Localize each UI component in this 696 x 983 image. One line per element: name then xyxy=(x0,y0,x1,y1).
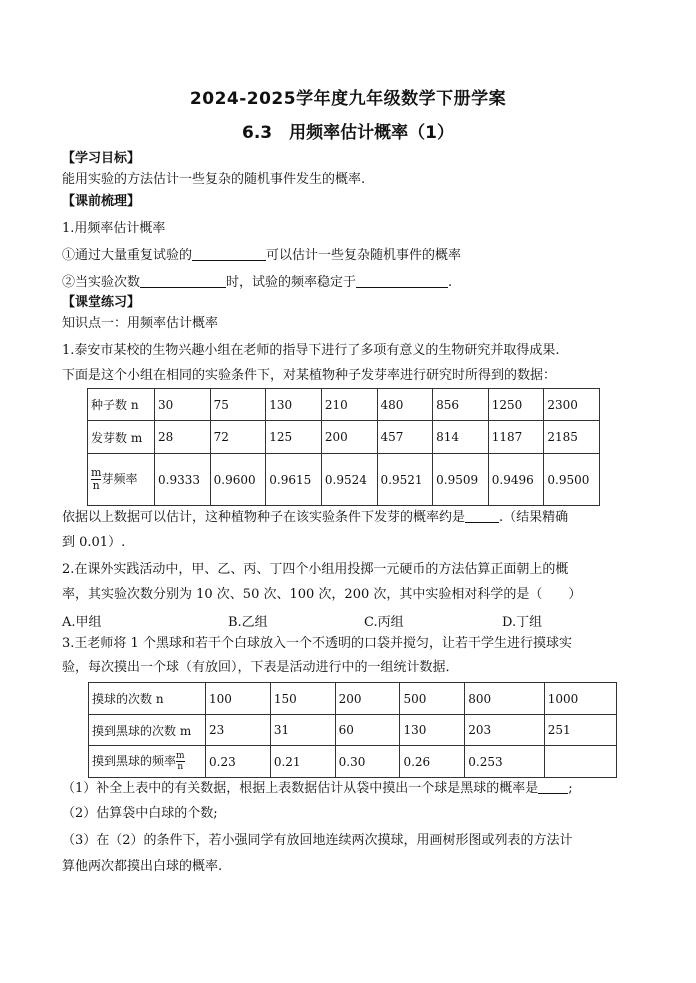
answer-blank[interactable] xyxy=(465,510,499,523)
question-1-line-2: 下面是这个小组在相同的实验条件下，对某植物种子发芽率进行研究时所得到的数据： xyxy=(62,368,557,383)
table-cell: 0.9600 xyxy=(210,454,266,506)
answer-blank[interactable] xyxy=(538,781,568,794)
table-row xyxy=(89,715,617,746)
question-2-line-2: 率，其实验次数分别为 10 次、50 次、100 次，200 次，其中实验相对科学的是（ ） xyxy=(62,587,582,602)
table-cell: 2300 xyxy=(544,389,600,421)
question-3-sub-3-line-1: （3）在（2）的条件下，若小强同学有放回地连续两次摸球，用画树形图或列表的方法计 xyxy=(62,833,573,848)
question-3-line-2: 验，每次摸出一个球（有放回），下表是活动进行中的一组统计数据． xyxy=(62,660,459,675)
answer-blank[interactable] xyxy=(356,275,448,288)
table-cell: 125 xyxy=(266,421,322,454)
row-label: 摸到黑球的频率 $\frac{m}{n}$ xyxy=(89,746,206,778)
question-3-sub-2: （2）估算袋中白球的个数; xyxy=(62,806,218,821)
table-cell: 0.253 xyxy=(465,746,545,778)
table-cell: 0.9500 xyxy=(544,454,600,506)
question-3-sub-1: （1）补全上表中的有关数据，根据上表数据估计从袋中摸出一个球是黑球的概率是 ; xyxy=(62,781,573,796)
question-3-sub-3-line-2: 算他两次都摸出白球的概率. xyxy=(62,859,223,874)
review-line-1 xyxy=(62,247,461,265)
table-row xyxy=(88,421,600,454)
review-line-1-pre: ①通过大量重复试验的 xyxy=(62,248,193,263)
table-row xyxy=(88,389,600,421)
review-line-1-post: 可以估计一些复杂随机事件的概率 xyxy=(266,248,462,263)
question-1-after-1: 依据以上数据可以估计，这种植物种子在该实验条件下发芽的概率约是 .（结果精确 xyxy=(62,510,569,525)
row-label: 摸球的次数 n xyxy=(89,683,206,715)
table-cell: 0.9509 xyxy=(433,454,489,506)
table-cell: 0.9615 xyxy=(266,454,322,506)
table-cell: 0.9521 xyxy=(377,454,433,506)
black-ball-table xyxy=(88,682,617,778)
option-c[interactable]: C.丙组 xyxy=(364,615,404,630)
review-line-2-post: . xyxy=(448,275,453,290)
table-cell: 500 xyxy=(400,683,465,715)
table-row xyxy=(89,683,617,715)
fraction-m-over-n: $\frac{m}{n}$ xyxy=(176,751,185,772)
row-label: 摸到黑球的次数 m xyxy=(89,715,206,746)
worksheet-title: 2024-2025学年度九年级数学下册学案 xyxy=(189,89,507,109)
table-cell: 203 xyxy=(465,715,545,746)
table-cell: 251 xyxy=(544,715,616,746)
row-label: 种子数 n xyxy=(88,389,155,421)
table-cell: 457 xyxy=(377,421,433,454)
table-cell: 800 xyxy=(465,683,545,715)
germination-table xyxy=(87,388,600,506)
objectives-text: 能用实验的方法估计一些复杂的随机事件发生的概率. xyxy=(62,172,366,187)
table-cell: 200 xyxy=(321,421,377,454)
review-heading: 【课前梳理】 xyxy=(62,194,141,209)
table-cell: 0.9333 xyxy=(155,454,211,506)
table-cell: 150 xyxy=(270,683,335,715)
table-cell: 30 xyxy=(155,389,211,421)
question-1-line-1: 1.泰安市某校的生物兴趣小组在老师的指导下进行了多项有意义的生物研究并取得成果. xyxy=(62,343,560,358)
table-cell: 72 xyxy=(210,421,266,454)
table-cell: 856 xyxy=(433,389,489,421)
table-cell: 130 xyxy=(266,389,322,421)
table-cell: 814 xyxy=(433,421,489,454)
table-cell: 28 xyxy=(155,421,211,454)
row-label: $\frac{m}{n}$ 芽频率 xyxy=(88,454,155,506)
fraction-m-over-n: $\frac{m}{n}$ xyxy=(91,466,102,492)
table-cell: 2185 xyxy=(544,421,600,454)
question-3-line-1: 3.王老师将 1 个黑球和若干个白球放入一个不透明的口袋并搅匀，让若干学生进行摸球实 xyxy=(62,636,572,651)
objectives-heading: 【学习目标】 xyxy=(62,151,141,166)
table-cell: 1187 xyxy=(488,421,544,454)
table-cell: 1250 xyxy=(488,389,544,421)
table-cell: 31 xyxy=(270,715,335,746)
table-cell: 0.26 xyxy=(400,746,465,778)
question-2-line-1: 2.在课外实践活动中，甲、乙、丙、丁四个小组用投掷一元硬币的方法估算正面朝上的概 xyxy=(62,562,569,577)
table-cell: 480 xyxy=(377,389,433,421)
table-cell[interactable] xyxy=(544,746,616,778)
table-cell: 0.30 xyxy=(335,746,400,778)
table-cell: 130 xyxy=(400,715,465,746)
table-cell: 100 xyxy=(206,683,271,715)
question-1-after-2: 到 0.01）. xyxy=(62,535,126,550)
review-line-2-pre: ②当实验次数 xyxy=(62,275,141,290)
table-cell: 200 xyxy=(335,683,400,715)
review-line-2-mid: 时，试验的频率稳定于 xyxy=(226,275,357,290)
table-cell: 0.23 xyxy=(206,746,271,778)
review-item-title: 1.用频率估计概率 xyxy=(62,221,166,236)
table-cell: 0.21 xyxy=(270,746,335,778)
table-row xyxy=(89,746,617,778)
table-cell: 75 xyxy=(210,389,266,421)
option-d[interactable]: D.丁组 xyxy=(502,615,543,630)
option-b[interactable]: B.乙组 xyxy=(228,615,268,630)
lesson-title: 6.3 用频率估计概率（1） xyxy=(242,123,454,143)
table-cell: 210 xyxy=(321,389,377,421)
answer-blank[interactable] xyxy=(192,248,266,261)
review-line-2 xyxy=(62,274,452,292)
practice-heading: 【课堂练习】 xyxy=(62,295,141,310)
table-cell: 60 xyxy=(335,715,400,746)
knowledge-point: 知识点一：用频率估计概率 xyxy=(62,316,219,331)
table-cell: 1000 xyxy=(544,683,616,715)
table-cell: 23 xyxy=(206,715,271,746)
answer-blank[interactable] xyxy=(140,275,226,288)
option-a[interactable]: A.甲组 xyxy=(62,615,102,630)
row-label: 发芽数 m xyxy=(88,421,155,454)
table-cell: 0.9524 xyxy=(321,454,377,506)
table-row xyxy=(88,454,600,506)
table-cell: 0.9496 xyxy=(488,454,544,506)
